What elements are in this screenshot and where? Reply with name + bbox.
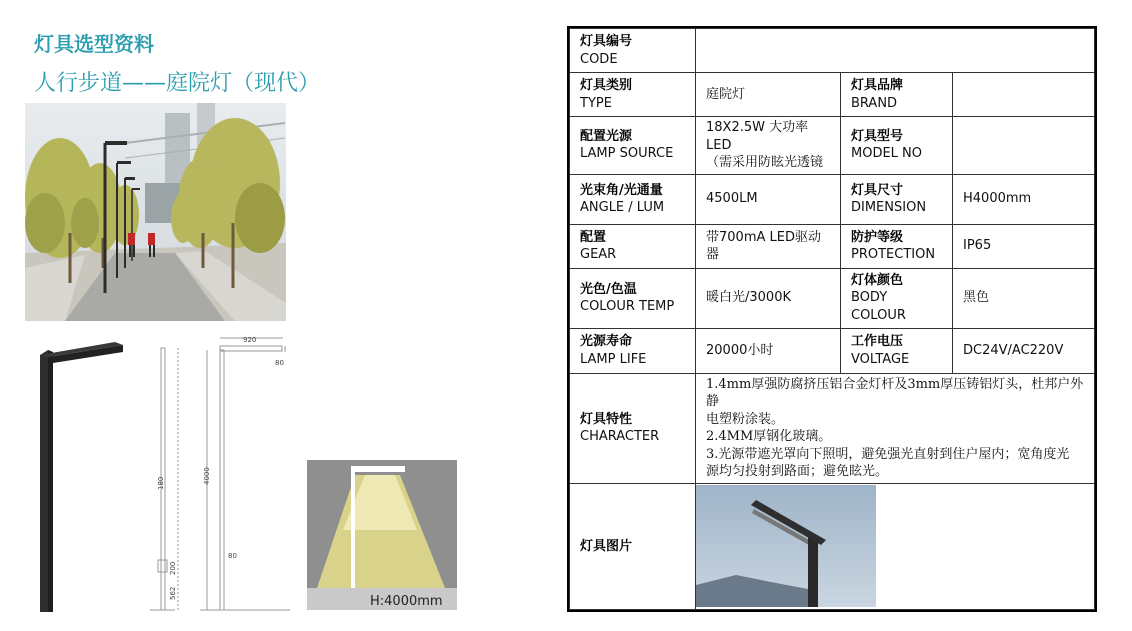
page-subtitle: 人行步道——庭院灯（现代） bbox=[34, 71, 321, 96]
colour-temp-label: 光色/色温 COLOUR TEMP bbox=[570, 268, 696, 328]
voltage-value: DC24V/AC220V bbox=[953, 328, 1095, 373]
angle-value: 4500LM bbox=[696, 174, 841, 224]
lamp-source-label: 配置光源 LAMP SOURCE bbox=[570, 117, 696, 175]
brand-label: 灯具品牌 BRAND bbox=[841, 73, 953, 117]
dimension-value: H4000mm bbox=[953, 174, 1095, 224]
protection-value: IP65 bbox=[953, 224, 1095, 268]
lamp-source-value: 18X2.5W 大功率LED （需采用防眩光透镜 bbox=[696, 117, 841, 175]
lamp-drawings bbox=[25, 330, 475, 615]
character-line: 2.4MM厚钢化玻璃。 bbox=[706, 429, 832, 445]
lamp-photo bbox=[696, 485, 876, 607]
picture-cell bbox=[696, 483, 1095, 609]
dim-80b-label: 80 bbox=[228, 552, 237, 560]
code-value bbox=[696, 29, 1095, 73]
picture-label: 灯具图片 bbox=[570, 483, 696, 609]
lighting-diagram bbox=[307, 460, 457, 610]
colour-temp-value: 暖白光/3000K bbox=[696, 268, 841, 328]
gear-value: 带700mA LED驱动器 bbox=[696, 224, 841, 268]
dim-200-label: 200 bbox=[169, 561, 177, 575]
body-colour-value: 黑色 bbox=[953, 268, 1095, 328]
type-label: 灯具类别 TYPE bbox=[570, 73, 696, 117]
height-caption: H:4000mm bbox=[370, 594, 443, 609]
lamp-render bbox=[40, 342, 123, 612]
spec-table bbox=[567, 26, 1097, 612]
page-title: 灯具选型资料 bbox=[34, 32, 154, 56]
type-value: 庭院灯 bbox=[696, 73, 841, 117]
lamp-life-value: 20000小时 bbox=[696, 328, 841, 373]
character-line: 电塑粉涂装。 bbox=[706, 411, 785, 427]
character-line: 3.光源带遮光罩向下照明，避免强光直射到住户屋内；宽角度光 bbox=[706, 446, 1070, 462]
voltage-label: 工作电压 VOLTAGE bbox=[841, 328, 953, 373]
walkway-photo bbox=[25, 103, 286, 321]
character-label: 灯具特性 CHARACTER bbox=[570, 373, 696, 483]
dim-920-label: 920 bbox=[243, 336, 257, 344]
character-line: 源均匀投射到路面；避免眩光。 bbox=[706, 464, 889, 480]
character-value bbox=[696, 373, 1095, 483]
dim-4000-label: 4000 bbox=[203, 467, 211, 485]
front-elevation-drawing bbox=[200, 338, 290, 610]
lamp-life-label: 光源寿命 LAMP LIFE bbox=[570, 328, 696, 373]
gear-label: 配置 GEAR bbox=[570, 224, 696, 268]
angle-label: 光束角/光通量 ANGLE / LUM bbox=[570, 174, 696, 224]
code-label: 灯具编号 CODE bbox=[570, 29, 696, 73]
protection-label: 防护等级 PROTECTION bbox=[841, 224, 953, 268]
dimension-label: 灯具尺寸 DIMENSION bbox=[841, 174, 953, 224]
body-colour-label: 灯体颜色 BODY COLOUR bbox=[841, 268, 953, 328]
dim-80-label: 80 bbox=[275, 359, 284, 367]
dim-562-label: 562 bbox=[169, 586, 177, 600]
model-value bbox=[953, 117, 1095, 175]
dim-1800-label: 180 bbox=[157, 476, 165, 490]
character-line: 1.4mm厚强防腐挤压铝合金灯杆及3mm厚压铸铝灯头，杜邦户外静 bbox=[706, 376, 1084, 410]
model-label: 灯具型号 MODEL NO bbox=[841, 117, 953, 175]
brand-value bbox=[953, 73, 1095, 117]
